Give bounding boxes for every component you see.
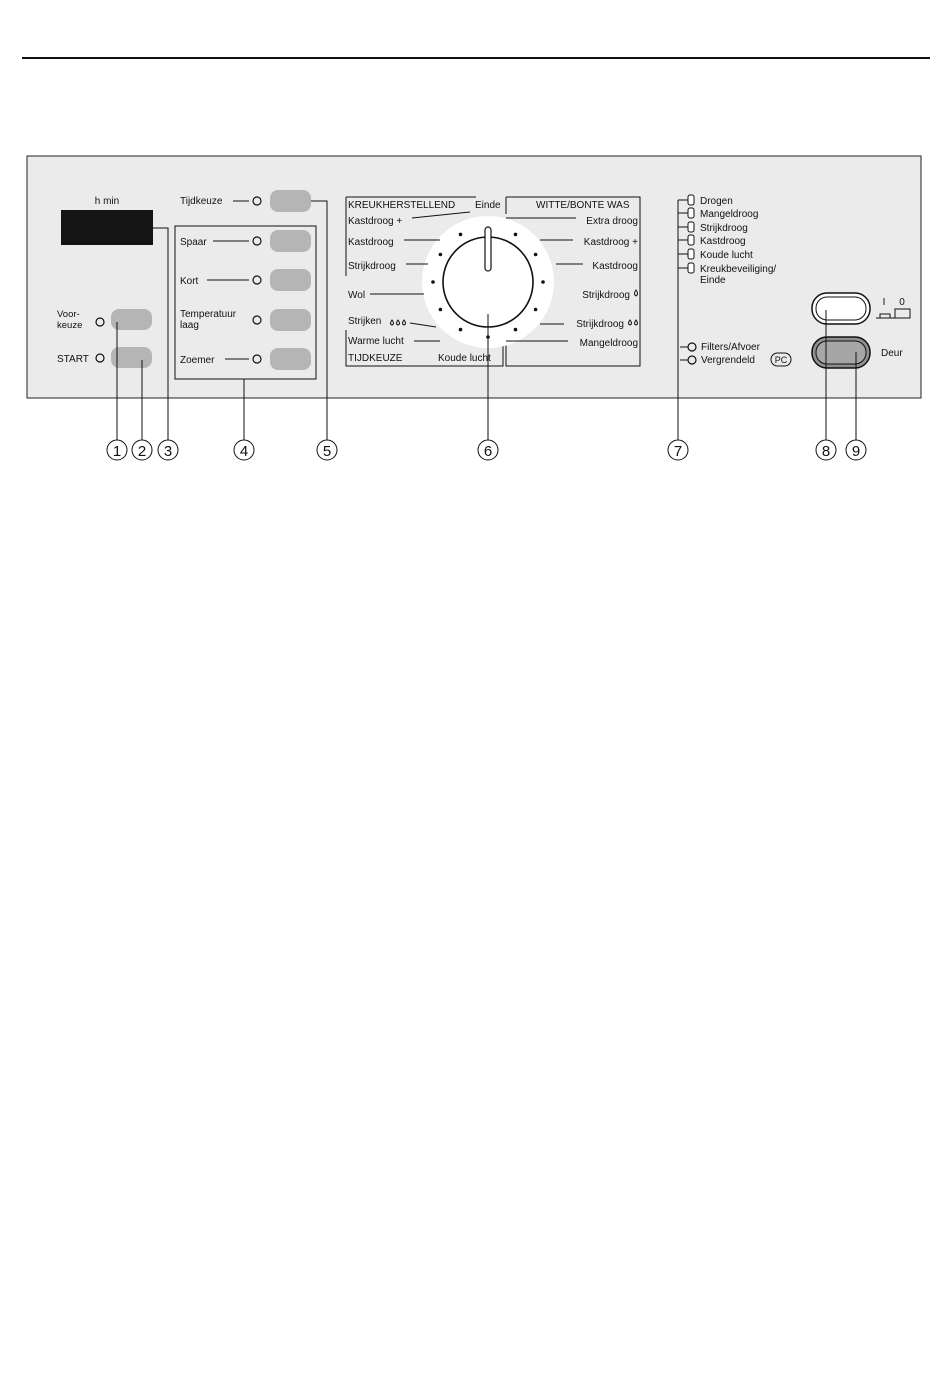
phase-indicator-light bbox=[688, 222, 694, 232]
koude-lucht-label: Koude lucht bbox=[438, 353, 491, 364]
callout-number: 9 bbox=[851, 443, 861, 460]
phase-label: Koude lucht bbox=[700, 250, 753, 261]
witte-bonte-was-header: WITTE/BONTE WAS bbox=[536, 200, 630, 211]
callout-number: 6 bbox=[483, 443, 493, 460]
dial-position-dot bbox=[459, 233, 463, 237]
dial-position-dot bbox=[514, 328, 518, 332]
zoemer-button[interactable] bbox=[270, 348, 311, 370]
temperature-low-button[interactable] bbox=[270, 309, 311, 331]
phase-indicator-light bbox=[688, 195, 694, 205]
phase-label: Kastdroog bbox=[700, 236, 746, 247]
power-button[interactable] bbox=[812, 293, 870, 324]
phase-indicator-light bbox=[688, 263, 694, 273]
dial-position-dot bbox=[431, 280, 435, 284]
dial-right-label: Strijkdroog bbox=[576, 319, 624, 330]
dial-left-label: Strijken bbox=[348, 316, 382, 327]
dial-right-label: Kastdroog bbox=[592, 261, 638, 272]
phase-label: Einde bbox=[700, 275, 726, 286]
dial-position-dot bbox=[439, 253, 443, 257]
filters-afvoer-label: Filters/Afvoer bbox=[701, 342, 760, 353]
dial-position-dot bbox=[541, 280, 545, 284]
callout-number: 5 bbox=[322, 443, 332, 460]
preselect-label-line2: keuze bbox=[57, 320, 83, 331]
zoemer-label: Zoemer bbox=[180, 355, 215, 366]
tijdkeuze-label: Tijdkeuze bbox=[180, 196, 223, 207]
phase-label: Strijkdroog bbox=[700, 223, 748, 234]
tijdkeuze-dial-header: TIJDKEUZE bbox=[348, 353, 403, 364]
phase-indicator-light bbox=[688, 235, 694, 245]
start-label: START bbox=[57, 354, 89, 365]
power-off-label: 0 bbox=[899, 297, 905, 308]
dial-position-dot bbox=[459, 328, 463, 332]
einde-label: Einde bbox=[475, 200, 501, 211]
dial-right-label: Kastdroog + bbox=[583, 237, 638, 248]
warme-lucht-label: Warme lucht bbox=[348, 336, 404, 347]
kort-button[interactable] bbox=[270, 269, 311, 291]
spaar-button[interactable] bbox=[270, 230, 311, 252]
temperature-low-label-line2: laag bbox=[180, 320, 199, 331]
display-label: h min bbox=[94, 196, 120, 207]
dial-pointer bbox=[485, 227, 491, 271]
vergrendeld-label: Vergrendeld bbox=[701, 355, 755, 366]
door-label: Deur bbox=[881, 348, 903, 359]
door-button-rim bbox=[816, 341, 866, 364]
power-on-label: I bbox=[882, 297, 886, 308]
temperature-low-label: Temperatuur bbox=[180, 309, 237, 320]
dial-right-label: Extra droog bbox=[586, 216, 638, 227]
callout-number: 2 bbox=[137, 443, 147, 460]
dial-left-label: Kastdroog bbox=[348, 237, 394, 248]
dial-left-label: Wol bbox=[348, 290, 366, 301]
phase-indicator-light bbox=[688, 249, 694, 259]
callout-number: 1 bbox=[112, 443, 122, 460]
kreukherstellend-header: KREUKHERSTELLEND bbox=[348, 200, 456, 211]
preselect-label: Voor- bbox=[57, 309, 80, 320]
kort-label: Kort bbox=[180, 276, 199, 287]
callout-numbers bbox=[107, 440, 866, 460]
dial-position-dot bbox=[439, 308, 443, 312]
dial-position-dot bbox=[514, 233, 518, 237]
dial-left-label: Kastdroog + bbox=[348, 216, 403, 227]
phase-label: Drogen bbox=[700, 196, 733, 207]
phase-indicator-light bbox=[688, 208, 694, 218]
dial-left-label: Strijkdroog bbox=[348, 261, 396, 272]
dial-right-label: Mangeldroog bbox=[579, 338, 638, 349]
dial-right-label: Strijkdroog bbox=[582, 290, 630, 301]
phase-label: Kreukbeveiliging/ bbox=[700, 264, 777, 275]
callout-number: 8 bbox=[821, 443, 831, 460]
callout-number: 7 bbox=[673, 443, 683, 460]
callout-number: 4 bbox=[239, 443, 249, 460]
spaar-label: Spaar bbox=[180, 237, 207, 248]
tijdkeuze-button[interactable] bbox=[270, 190, 311, 212]
pc-label: PC bbox=[774, 355, 788, 365]
phase-label: Mangeldroog bbox=[700, 209, 759, 220]
dial-position-dot bbox=[534, 253, 538, 257]
time-display bbox=[61, 210, 153, 245]
callout-number: 3 bbox=[163, 443, 173, 460]
dial-position-dot bbox=[534, 308, 538, 312]
